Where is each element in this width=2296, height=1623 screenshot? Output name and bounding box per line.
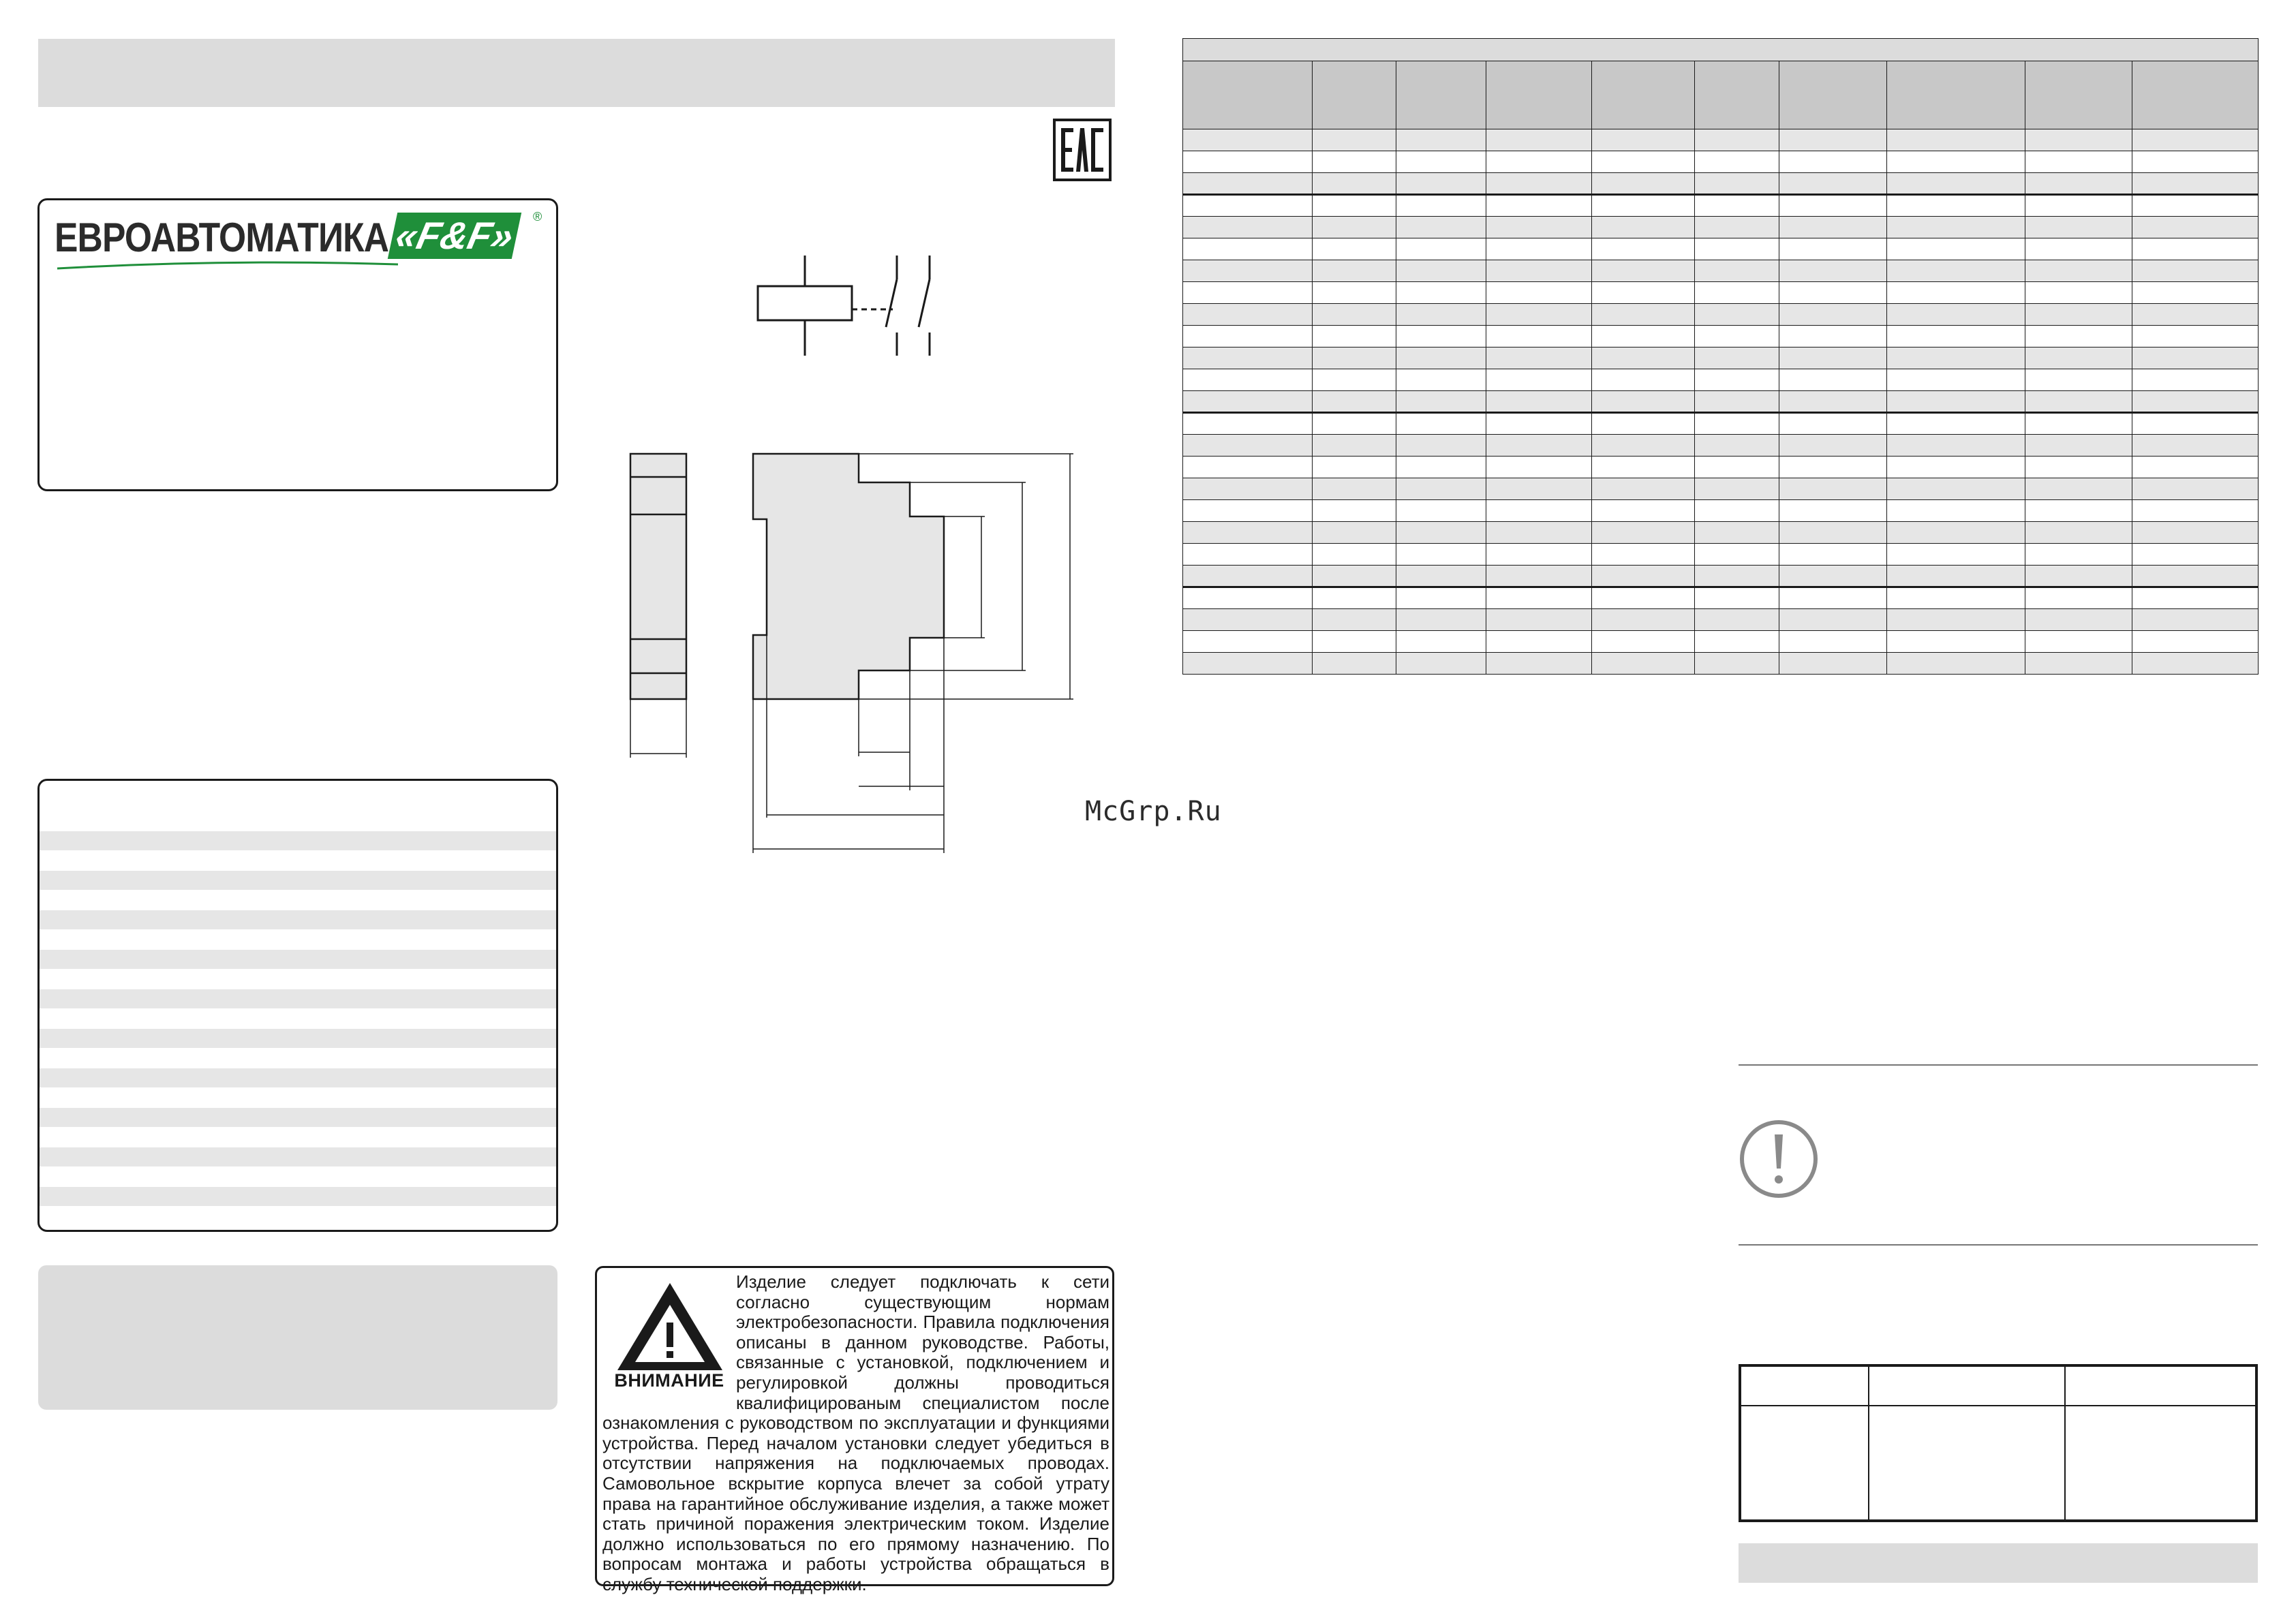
packaging-table-row [1740,1406,2256,1521]
table-row [1183,544,2259,566]
packaging-table-header [1740,1365,2256,1406]
table-row [1183,129,2259,151]
eac-logo-icon [1056,121,1109,179]
exclamation-circle-icon [1739,1119,1818,1199]
packaging-table [1739,1364,2258,1522]
warning-label: ВНИМАНИЕ [614,1370,724,1391]
header-banner [38,39,1115,107]
brand-logo-box [37,198,558,491]
warning-text: Изделие следует подключать к сети согласно существующим нормам электробезопасности. Правила подключения описаны в данном руководстве. Работы, связанные с установкой, подключением и регулировкой должны проводиться квалифицированым специалистом после ознакомления с руководством по эксплуатации и функциями устройства. Перед началом установки следует убедиться в отсутствии напряжения на подключаемых проводах. Самовольное вскрытие корпуса влечет за собой утрату права на гарантийное обслуживание изделия, а также может стать причиной поражения электрическим током. Изделие должно использоваться по его прямому назначению. По вопросам монтажа и работы устройства обращаться в службу технической поддержки. [602,1271,1109,1594]
specifications-table [1182,38,2259,675]
table-row [1183,173,2259,195]
table-row [1183,326,2259,347]
warning-triangle-icon [613,1279,726,1374]
info-panel [38,1265,557,1410]
table-row [1183,609,2259,631]
table-row [1183,369,2259,391]
eac-certification-mark [1053,119,1112,181]
registered-mark: ® [533,210,542,223]
table-row [1183,457,2259,478]
table-row [1183,282,2259,304]
technical-parameters-box [37,779,558,1232]
table-row [1183,413,2259,435]
table-row [1183,478,2259,500]
watermark-text: McGrp.Ru [1085,796,1222,827]
table-row [1183,566,2259,587]
table-header-row [1183,61,2259,129]
table-title-row [1183,39,2259,61]
table-row [1183,151,2259,173]
brand-badge: «F&F» [388,213,521,259]
dimension-drawing [624,443,1094,865]
table-row [1183,587,2259,609]
table-row [1183,500,2259,522]
table-row [1183,435,2259,457]
table-row [1183,195,2259,217]
footer-bar [1739,1543,2258,1583]
brand-name: ЕВРОАВТОМАТИКА [55,215,389,260]
table-row [1183,217,2259,238]
table-row [1183,631,2259,653]
table-row [1183,238,2259,260]
table-row [1183,260,2259,282]
table-row [1183,653,2259,675]
table-row [1183,522,2259,544]
brand-swoosh-icon [57,260,398,270]
divider-top [1739,1064,2258,1066]
table-row [1183,391,2259,413]
table-row [1183,347,2259,369]
wiring-schematic [750,252,954,361]
divider-bottom [1739,1244,2258,1246]
warning-notice-box [595,1266,1114,1594]
table-row [1183,304,2259,326]
